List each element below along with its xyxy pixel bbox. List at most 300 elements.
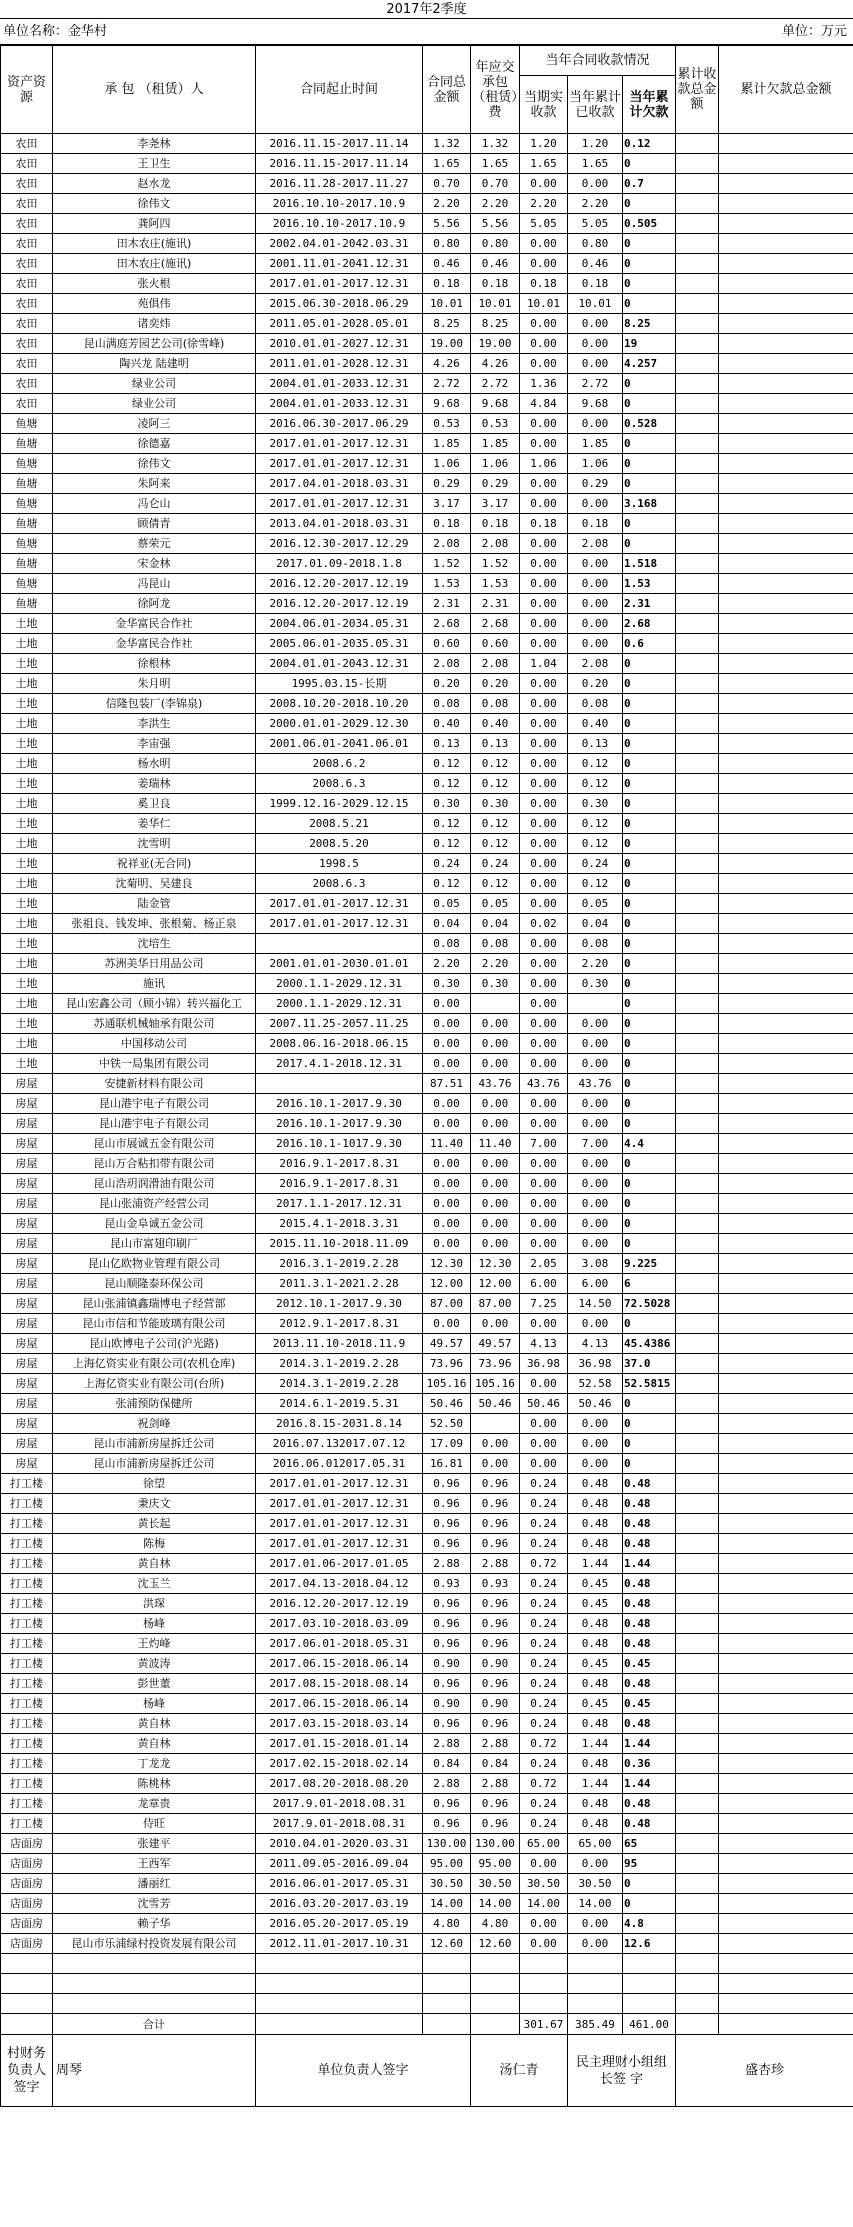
table-row (1, 414, 853, 434)
lessee-cell: 杨峰 (53, 1694, 256, 1714)
team-leader-sign-label: 民主理财小组组长签 字 (568, 2035, 676, 2107)
acc-owed-cell (719, 1254, 853, 1274)
asset-cell: 土地 (1, 754, 53, 774)
acc-collected-cell (676, 1254, 719, 1274)
current-cell: 0.00 (520, 1014, 568, 1034)
table-row (1, 794, 853, 814)
ytd-collected-cell: 0.00 (568, 1414, 623, 1434)
acc-owed-cell (719, 754, 853, 774)
due-cell: 0.24 (471, 854, 520, 874)
table-row (1, 1274, 853, 1294)
acc-owed-cell (719, 1354, 853, 1374)
ytd-owed-cell: 1.44 (623, 1774, 676, 1794)
period-cell: 2004.01.01-2043.12.31 (256, 654, 423, 674)
ytd-owed-cell: 0 (623, 154, 676, 174)
current-cell: 0.00 (520, 994, 568, 1014)
period-cell: 2016.03.20-2017.03.19 (256, 1894, 423, 1914)
ytd-owed-cell: 0 (623, 434, 676, 454)
total-cell: 0.30 (423, 974, 471, 994)
asset-cell: 农田 (1, 354, 53, 374)
acc-collected-cell (676, 1194, 719, 1214)
total-cell: 0.29 (423, 474, 471, 494)
ytd-owed-cell: 8.25 (623, 314, 676, 334)
total-cell: 0.93 (423, 1574, 471, 1594)
ytd-owed-cell: 0 (623, 1314, 676, 1334)
ytd-owed-cell: 0 (623, 1874, 676, 1894)
current-cell: 0.24 (520, 1634, 568, 1654)
ytd-collected-cell: 0.00 (568, 1054, 623, 1074)
acc-owed-cell (719, 894, 853, 914)
current-cell: 0.24 (520, 1814, 568, 1834)
ytd-owed-cell: 0 (623, 714, 676, 734)
ytd-owed-cell: 0 (623, 1194, 676, 1214)
acc-collected-cell (676, 374, 719, 394)
acc-owed-cell (719, 414, 853, 434)
acc-collected-cell (676, 1594, 719, 1614)
ytd-collected-cell: 6.00 (568, 1274, 623, 1294)
ytd-collected-cell: 0.29 (568, 474, 623, 494)
acc-owed-cell (719, 814, 853, 834)
table-row (1, 974, 853, 994)
total-cell: 17.09 (423, 1434, 471, 1454)
total-cell: 0.96 (423, 1814, 471, 1834)
lessee-cell: 侍旺 (53, 1814, 256, 1834)
acc-collected-cell (676, 994, 719, 1014)
acc-owed-cell (719, 274, 853, 294)
acc-owed-cell (719, 854, 853, 874)
total-cell: 16.81 (423, 1454, 471, 1474)
acc-owed-cell (719, 1714, 853, 1734)
acc-owed-cell (719, 1034, 853, 1054)
ytd-collected-cell: 0.80 (568, 234, 623, 254)
due-cell: 0.70 (471, 174, 520, 194)
current-cell: 0.00 (520, 494, 568, 514)
period-cell: 2000.01.01-2029.12.30 (256, 714, 423, 734)
acc-owed-cell (719, 1454, 853, 1474)
ytd-owed-cell: 0.48 (623, 1534, 676, 1554)
acc-collected-cell (676, 214, 719, 234)
lessee-cell: 徐阿龙 (53, 594, 256, 614)
period-cell: 2001.06.01-2041.06.01 (256, 734, 423, 754)
blank-row (1, 1954, 853, 1974)
total-cell: 50.46 (423, 1394, 471, 1414)
ytd-owed-cell: 0.48 (623, 1574, 676, 1594)
contract-table (0, 45, 853, 2035)
asset-cell: 打工楼 (1, 1474, 53, 1494)
ytd-collected-cell: 0.00 (568, 1194, 623, 1214)
ytd-collected-cell: 1.20 (568, 134, 623, 154)
acc-owed-cell (719, 214, 853, 234)
due-cell: 2.31 (471, 594, 520, 614)
acc-collected-cell (676, 1614, 719, 1634)
acc-collected-cell (676, 874, 719, 894)
lessee-cell: 昆山市信和节能玻璃有限公司 (53, 1314, 256, 1334)
due-cell: 0.96 (471, 1714, 520, 1734)
acc-owed-cell (719, 1754, 853, 1774)
current-cell: 0.00 (520, 1374, 568, 1394)
ytd-owed-cell: 0 (623, 534, 676, 554)
acc-collected-cell (676, 334, 719, 354)
acc-collected-cell (676, 1394, 719, 1414)
acc-collected-cell (676, 1674, 719, 1694)
total-cell: 1.85 (423, 434, 471, 454)
asset-cell: 农田 (1, 254, 53, 274)
total-cell: 9.68 (423, 394, 471, 414)
ytd-owed-cell: 0 (623, 994, 676, 1014)
lessee-cell: 张浦预防保健所 (53, 1394, 256, 1414)
current-cell: 0.00 (520, 434, 568, 454)
ytd-owed-cell: 6 (623, 1274, 676, 1294)
ytd-owed-cell: 65 (623, 1834, 676, 1854)
period-cell: 2016.12.30-2017.12.29 (256, 534, 423, 554)
ytd-owed-cell: 0 (623, 374, 676, 394)
lessee-cell: 顾倩青 (53, 514, 256, 534)
period-cell: 2016.10.1-2017.9.30 (256, 1114, 423, 1134)
ytd-collected-cell: 0.12 (568, 814, 623, 834)
period-cell: 2017.01.01-2017.12.31 (256, 1474, 423, 1494)
period-cell: 2017.06.01-2018.05.31 (256, 1634, 423, 1654)
ytd-owed-cell: 95 (623, 1854, 676, 1874)
acc-owed-cell (719, 1914, 853, 1934)
current-cell: 5.05 (520, 214, 568, 234)
ytd-owed-cell: 0 (623, 1014, 676, 1034)
lessee-cell: 昆山宏鑫公司（顾小锦）转兴福化工 (53, 994, 256, 1014)
ytd-owed-cell: 0 (623, 814, 676, 834)
due-cell: 10.01 (471, 294, 520, 314)
total-cell: 0.96 (423, 1674, 471, 1694)
due-cell: 105.16 (471, 1374, 520, 1394)
acc-collected-cell (676, 1894, 719, 1914)
period-cell: 2017.01.15-2018.01.14 (256, 1734, 423, 1754)
current-cell: 1.65 (520, 154, 568, 174)
period-cell: 2008.10.20-2018.10.20 (256, 694, 423, 714)
lessee-cell: 李宙强 (53, 734, 256, 754)
period-cell: 2017.01.01-2017.12.31 (256, 434, 423, 454)
acc-collected-cell (676, 794, 719, 814)
acc-collected-cell (676, 1754, 719, 1774)
acc-owed-cell (719, 1894, 853, 1914)
total-cell: 0.00 (423, 1314, 471, 1334)
table-row (1, 274, 853, 294)
ytd-owed-cell: 0 (623, 894, 676, 914)
asset-cell: 打工楼 (1, 1714, 53, 1734)
asset-cell: 土地 (1, 714, 53, 734)
asset-cell: 土地 (1, 834, 53, 854)
asset-cell: 农田 (1, 314, 53, 334)
acc-collected-cell (676, 914, 719, 934)
total-cell: 2.08 (423, 534, 471, 554)
acc-collected-cell (676, 1474, 719, 1494)
current-cell: 0.00 (520, 1454, 568, 1474)
ytd-collected-cell: 2.08 (568, 534, 623, 554)
period-cell: 2012.10.1-2017.9.30 (256, 1294, 423, 1314)
current-cell: 7.00 (520, 1134, 568, 1154)
lessee-cell: 朱月明 (53, 674, 256, 694)
due-cell: 0.40 (471, 714, 520, 734)
asset-cell: 农田 (1, 134, 53, 154)
acc-owed-cell (719, 1854, 853, 1874)
period-cell: 2016.8.15-2031.8.14 (256, 1414, 423, 1434)
ytd-collected-cell: 0.00 (568, 1914, 623, 1934)
period-cell: 2008.5.21 (256, 814, 423, 834)
due-cell: 0.80 (471, 234, 520, 254)
current-cell: 0.00 (520, 474, 568, 494)
total-cell: 12.00 (423, 1274, 471, 1294)
lessee-cell: 沈培生 (53, 934, 256, 954)
acc-owed-cell (719, 674, 853, 694)
asset-cell: 土地 (1, 774, 53, 794)
ytd-collected-cell: 0.00 (568, 174, 623, 194)
ytd-collected-cell: 2.20 (568, 194, 623, 214)
total-cell: 0.12 (423, 754, 471, 774)
table-row (1, 214, 853, 234)
acc-collected-cell (676, 1794, 719, 1814)
unit-head-sign-label: 单位负责人签字 (256, 2035, 471, 2107)
total-cell: 14.00 (423, 1894, 471, 1914)
acc-collected-cell (676, 834, 719, 854)
current-cell: 0.24 (520, 1674, 568, 1694)
asset-cell: 鱼塘 (1, 594, 53, 614)
asset-cell: 土地 (1, 634, 53, 654)
ytd-owed-cell: 0 (623, 694, 676, 714)
ytd-owed-cell: 0 (623, 254, 676, 274)
period-cell: 2017.08.20-2018.08.20 (256, 1774, 423, 1794)
lessee-cell: 祝祥亚(无合同) (53, 854, 256, 874)
total-cell: 1.53 (423, 574, 471, 594)
current-cell: 0.00 (520, 734, 568, 754)
current-cell: 0.00 (520, 834, 568, 854)
period-cell: 2017.9.01-2018.08.31 (256, 1814, 423, 1834)
due-cell: 0.00 (471, 1054, 520, 1074)
acc-owed-cell (719, 1734, 853, 1754)
asset-cell: 农田 (1, 194, 53, 214)
total-cell: 2.88 (423, 1734, 471, 1754)
asset-cell: 土地 (1, 974, 53, 994)
acc-collected-cell (676, 1874, 719, 1894)
period-cell: 1995.03.15-长期 (256, 674, 423, 694)
current-cell: 0.18 (520, 514, 568, 534)
lessee-cell: 陈梅 (53, 1534, 256, 1554)
ytd-owed-cell: 9.225 (623, 1254, 676, 1274)
asset-cell: 农田 (1, 294, 53, 314)
lessee-cell: 秉庆文 (53, 1494, 256, 1514)
ytd-owed-cell: 1.44 (623, 1554, 676, 1574)
asset-cell: 鱼塘 (1, 494, 53, 514)
ytd-owed-cell: 0 (623, 1174, 676, 1194)
due-cell: 12.00 (471, 1274, 520, 1294)
table-row (1, 1834, 853, 1854)
table-row (1, 1754, 853, 1774)
lessee-cell: 信隆包装厂(李锦泉) (53, 694, 256, 714)
table-row (1, 1074, 853, 1094)
acc-collected-cell (676, 1774, 719, 1794)
lessee-cell: 冯仑山 (53, 494, 256, 514)
acc-owed-cell (719, 574, 853, 594)
acc-collected-cell (676, 534, 719, 554)
acc-collected-cell (676, 1274, 719, 1294)
acc-collected-cell (676, 714, 719, 734)
asset-cell: 土地 (1, 1014, 53, 1034)
ytd-collected-cell: 0.48 (568, 1534, 623, 1554)
ytd-owed-cell: 1.518 (623, 554, 676, 574)
total-cell: 2.31 (423, 594, 471, 614)
ytd-owed-cell: 0 (623, 1074, 676, 1094)
ytd-collected-cell: 1.65 (568, 154, 623, 174)
acc-owed-cell (719, 494, 853, 514)
ytd-owed-cell: 0 (623, 654, 676, 674)
table-row (1, 1474, 853, 1494)
acc-collected-cell (676, 1334, 719, 1354)
ytd-collected-cell: 0.12 (568, 774, 623, 794)
ytd-collected-cell: 1.44 (568, 1734, 623, 1754)
acc-collected-cell (676, 694, 719, 714)
table-row (1, 754, 853, 774)
total-cell: 0.70 (423, 174, 471, 194)
ytd-collected-cell: 0.00 (568, 594, 623, 614)
ytd-owed-cell: 0.48 (623, 1594, 676, 1614)
current-cell: 0.00 (520, 1854, 568, 1874)
lessee-cell: 安捷新材料有限公司 (53, 1074, 256, 1094)
period-cell: 2001.01.01-2030.01.01 (256, 954, 423, 974)
period-cell: 2015.11.10-2018.11.09 (256, 1234, 423, 1254)
table-row (1, 1794, 853, 1814)
ytd-collected-cell: 0.45 (568, 1654, 623, 1674)
report-title: 2017年2季度 (0, 0, 853, 19)
table-row (1, 314, 853, 334)
header-due: 年应交承包（租赁）费 (471, 46, 520, 134)
total-cell: 0.84 (423, 1754, 471, 1774)
due-cell: 0.00 (471, 1434, 520, 1454)
current-cell: 1.36 (520, 374, 568, 394)
acc-collected-cell (676, 1374, 719, 1394)
lessee-cell: 蔡荣元 (53, 534, 256, 554)
lessee-cell: 上海亿资实业有限公司(台所) (53, 1374, 256, 1394)
period-cell: 2016.10.10-2017.10.9 (256, 194, 423, 214)
current-cell: 0.24 (520, 1614, 568, 1634)
lessee-cell: 凌阿三 (53, 414, 256, 434)
due-cell: 0.12 (471, 774, 520, 794)
header-ytd-owed: 当年累计欠款 (623, 76, 676, 134)
acc-collected-cell (676, 1934, 719, 1954)
current-cell: 0.24 (520, 1694, 568, 1714)
ytd-collected-cell: 0.12 (568, 834, 623, 854)
unit-head-sign-name: 汤仁青 (471, 2035, 568, 2107)
acc-owed-cell (719, 1774, 853, 1794)
acc-owed-cell (719, 834, 853, 854)
table-row (1, 1734, 853, 1754)
asset-cell: 房屋 (1, 1154, 53, 1174)
finance-sign-name: 周琴 (53, 2035, 256, 2107)
asset-cell: 房屋 (1, 1454, 53, 1474)
ytd-collected-cell: 0.48 (568, 1614, 623, 1634)
period-cell: 2011.09.05-2016.09.04 (256, 1854, 423, 1874)
ytd-collected-cell: 0.00 (568, 1454, 623, 1474)
lessee-cell: 王西军 (53, 1854, 256, 1874)
due-cell: 0.12 (471, 814, 520, 834)
total-row (1, 2014, 853, 2035)
total-cell: 0.08 (423, 934, 471, 954)
ytd-collected-cell: 0.48 (568, 1814, 623, 1834)
acc-owed-cell (719, 314, 853, 334)
period-cell: 2014.6.1-2019.5.31 (256, 1394, 423, 1414)
acc-collected-cell (676, 1414, 719, 1434)
acc-collected-cell (676, 1014, 719, 1034)
period-cell: 2014.3.1-2019.2.28 (256, 1354, 423, 1374)
lessee-cell: 昆山市浦新房屋拆迁公司 (53, 1454, 256, 1474)
table-row (1, 1534, 853, 1554)
total-cell: 0.00 (423, 1174, 471, 1194)
lessee-cell: 姜瑞林 (53, 774, 256, 794)
total-cell: 0.00 (423, 1054, 471, 1074)
current-cell: 0.00 (520, 174, 568, 194)
current-cell: 0.72 (520, 1734, 568, 1754)
total-cell: 2.88 (423, 1774, 471, 1794)
ytd-collected-cell: 0.08 (568, 934, 623, 954)
lessee-cell: 姜华仁 (53, 814, 256, 834)
acc-owed-cell (719, 714, 853, 734)
asset-cell: 鱼塘 (1, 554, 53, 574)
current-cell: 1.06 (520, 454, 568, 474)
due-cell: 1.53 (471, 574, 520, 594)
acc-owed-cell (719, 974, 853, 994)
acc-collected-cell (676, 494, 719, 514)
due-cell: 0.00 (471, 1114, 520, 1134)
period-cell: 2016.12.20-2017.12.19 (256, 1594, 423, 1614)
acc-collected-cell (676, 1714, 719, 1734)
period-cell: 1998.5 (256, 854, 423, 874)
total-cell: 0.24 (423, 854, 471, 874)
due-cell: 0.96 (471, 1474, 520, 1494)
lessee-cell: 陶兴龙 陆建明 (53, 354, 256, 374)
asset-cell: 农田 (1, 154, 53, 174)
current-cell: 0.00 (520, 934, 568, 954)
asset-cell: 土地 (1, 994, 53, 1014)
table-row (1, 374, 853, 394)
current-cell: 0.00 (520, 894, 568, 914)
asset-cell: 店面房 (1, 1914, 53, 1934)
asset-cell: 鱼塘 (1, 454, 53, 474)
current-cell: 0.00 (520, 774, 568, 794)
lessee-cell: 龙章贵 (53, 1794, 256, 1814)
total-cell: 0.18 (423, 274, 471, 294)
total-cell: 0.90 (423, 1654, 471, 1674)
ytd-collected-cell: 4.13 (568, 1334, 623, 1354)
acc-owed-cell (719, 1054, 853, 1074)
lessee-cell: 昆山市乐浦绿村投资发展有限公司 (53, 1934, 256, 1954)
current-cell: 0.00 (520, 254, 568, 274)
total-cell: 2.20 (423, 194, 471, 214)
table-row (1, 1774, 853, 1794)
ytd-owed-cell: 0 (623, 674, 676, 694)
due-cell: 0.00 (471, 1234, 520, 1254)
due-cell: 12.30 (471, 1254, 520, 1274)
total-cell: 130.00 (423, 1834, 471, 1854)
period-cell: 2017.04.13-2018.04.12 (256, 1574, 423, 1594)
acc-collected-cell (676, 1454, 719, 1474)
acc-collected-cell (676, 274, 719, 294)
total-cell: 1.06 (423, 454, 471, 474)
lessee-cell: 昆山满庭芳园艺公司(徐雪峰) (53, 334, 256, 354)
header-acc-owed: 累计欠款总金额 (719, 46, 853, 134)
period-cell: 2017.01.01-2017.12.31 (256, 914, 423, 934)
due-cell: 0.08 (471, 934, 520, 954)
total-cell: 0.00 (423, 1014, 471, 1034)
acc-owed-cell (719, 994, 853, 1014)
ytd-collected-cell: 0.45 (568, 1694, 623, 1714)
acc-collected-cell (676, 414, 719, 434)
due-cell: 0.96 (471, 1674, 520, 1694)
table-row (1, 194, 853, 214)
